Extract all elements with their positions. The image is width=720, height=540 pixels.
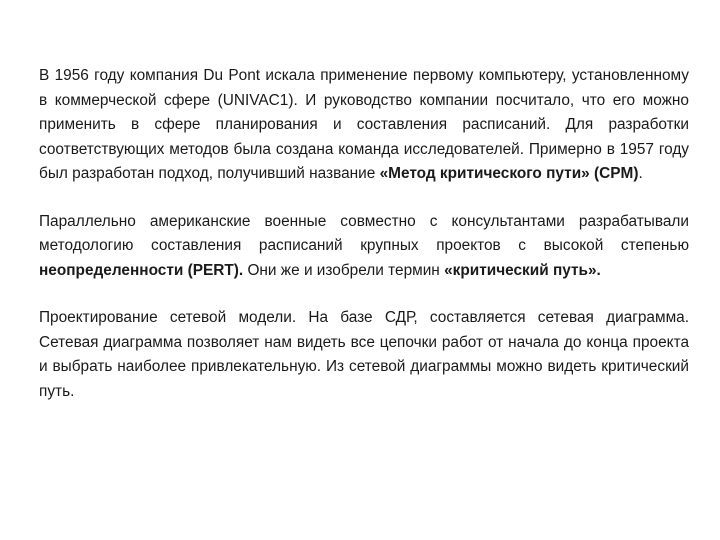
paragraph-text: В 1956 году компания Du Pont искала применение первому компьютеру, установленному в коммерческой сфере (UNIVAC1). И руководство компании посчитало, что его можно применить в сфере планирования и составления расписаний. Для разработки соответствующих методов была создана команда исследователей. Примерно в 1957 году был разработан подход, получивший название xyxy=(39,67,689,182)
paragraph-network-model xyxy=(39,306,689,404)
paragraph-cpm-history xyxy=(39,64,689,187)
paragraph-text: Проектирование сетевой модели. На базе СДР, составляется сетевая диаграмма. Сетевая диаграмма позволяет нам видеть все цепочки работ от начала до конца проекта и выбрать наиболее привлекательную. Из сетевой диаграммы можно видеть критический путь. xyxy=(39,309,689,400)
cpm-term: «Метод критического пути» (CPM) xyxy=(379,165,639,182)
critical-path-term: «критический путь». xyxy=(444,261,601,279)
text-body xyxy=(39,64,689,427)
paragraph-text: Они же и изобрели термин xyxy=(243,261,445,279)
paragraph-text: . xyxy=(638,165,643,182)
paragraph-text: Параллельно американские военные совместно с консультантами разрабатывали методологию составления расписаний крупных проектов с высокой степенью xyxy=(39,212,689,254)
paragraph-pert-history xyxy=(39,210,689,284)
pert-term: неопределенности (PERT). xyxy=(39,261,244,279)
